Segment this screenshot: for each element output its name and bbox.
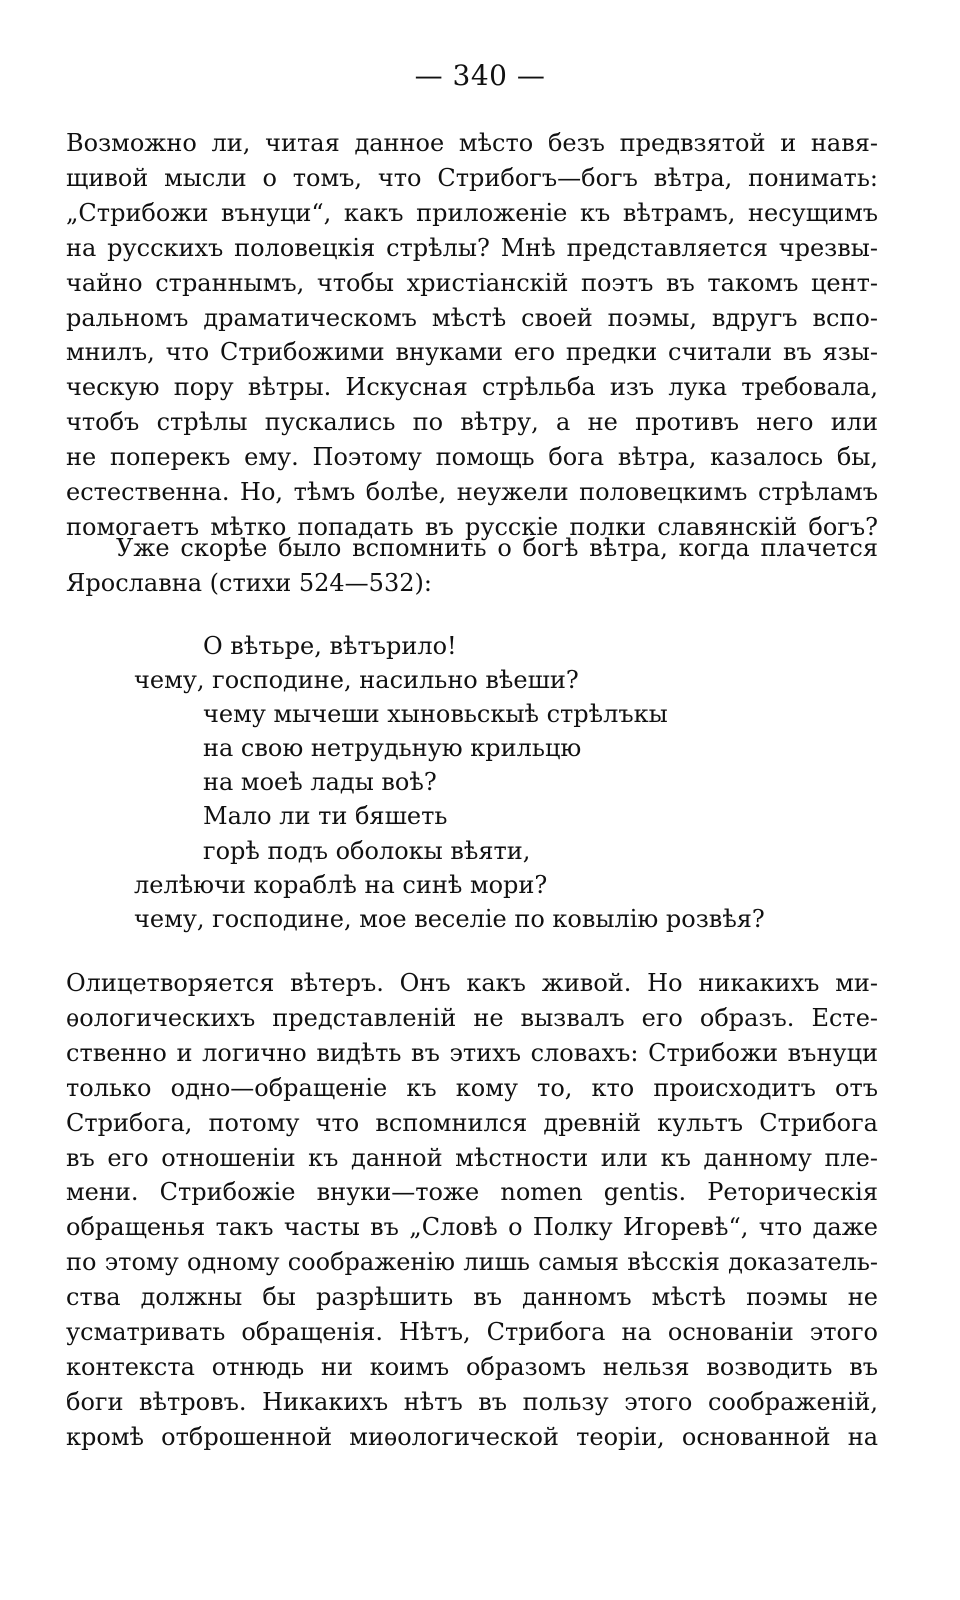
text-line: ѳологическихъ представленій не вызвалъ его образъ. Есте-: [66, 1003, 878, 1032]
verse-line: О вѣтьре, вѣтърило!: [203, 632, 457, 660]
text-line: не поперекъ ему. Поэтому помощь бога вѣтра, казалось бы,: [66, 443, 878, 472]
text-line: помогаетъ мѣтко попадать въ русскіе полки славянскій богъ?: [66, 512, 878, 541]
paragraph-1: [66, 126, 878, 545]
text-line: только одно—обращеніе къ кому то, кто происходитъ отъ: [66, 1073, 878, 1102]
text-line: усматривать обращенія. Нѣтъ, Стрибога на основаніи этого: [66, 1318, 878, 1347]
text-line: чайно страннымъ, чтобы христіанскій поэтъ въ такомъ цент-: [66, 268, 878, 297]
text-line: ства должны бы разрѣшить въ данномъ мѣстѣ поэмы не: [66, 1283, 878, 1312]
text-line: естественна. Но, тѣмъ болѣе, неужели половецкимъ стрѣламъ: [66, 478, 878, 507]
text-line: въ его отношеніи къ данной мѣстности или къ данному пле-: [66, 1143, 878, 1172]
text-line: мнилъ, что Стрибожими внуками его предки считали въ язы-: [66, 338, 878, 367]
verse-line: чему, господине, насильно вѣеши?: [134, 666, 579, 695]
text-line: на русскихъ половецкія стрѣлы? Мнѣ представляется чрезвы-: [66, 233, 878, 262]
verse-line: лелѣючи кораблѣ на синѣ мори?: [134, 870, 548, 899]
verse-line: горѣ подъ оболокы вѣяти,: [203, 836, 531, 865]
text-line: Стрибога, потому что вспомнился древній культъ Стрибога: [66, 1108, 878, 1137]
text-line: Возможно ли, читая данное мѣсто безъ предвзятой и навя-: [66, 129, 878, 157]
text-line: ственно и логично видѣть въ этихъ словахъ: Стрибожи вънуци: [66, 1038, 878, 1067]
paragraph-2: [66, 531, 878, 601]
text-line: ческую пору вѣтры. Искусная стрѣльба изъ лука требовала,: [66, 373, 878, 402]
verse-line: чему мычеши хыновьскыѣ стрѣлъкы: [203, 700, 668, 729]
text-line: по этому одному соображенію лишь самыя вѣсскія доказатель-: [66, 1248, 878, 1277]
text-line: обращенья такъ часты въ „Словѣ о Полку Игоревѣ“, что даже: [66, 1213, 878, 1242]
page-number: — 340 —: [414, 59, 546, 92]
verse-line: на моеѣ лады воѣ?: [203, 768, 437, 797]
verse-line: на свою нетрудьную крильцю: [203, 734, 582, 763]
text-line: чтобъ стрѣлы пускались по вѣтру, а не противъ него или: [66, 408, 878, 437]
text-line: кромѣ отброшенной миѳологической теоріи, основанной на: [66, 1422, 878, 1451]
text-line: Олицетворяется вѣтеръ. Онъ какъ живой. Но никакихъ ми-: [66, 969, 878, 997]
text-line: боги вѣтровъ. Никакихъ нѣтъ въ пользу этого соображеній,: [66, 1387, 878, 1416]
text-line: щивой мысли о томъ, что Стрибогъ—богъ вѣтра, понимать:: [66, 163, 878, 192]
paragraph-3: [66, 966, 878, 1455]
text-line: Ярославна (стихи 524—532):: [66, 568, 432, 597]
verse-line: чему, господине, мое веселіе по ковылію розвѣя?: [134, 904, 765, 933]
text-line: ральномъ драматическомъ мѣстѣ своей поэмы, вдругъ вспо-: [66, 303, 878, 332]
verse-line: Мало ли ти бяшеть: [203, 802, 448, 831]
text-line: „Стрибожи вънуци“, какъ приложеніе къ вѣтрамъ, несущимъ: [66, 198, 878, 227]
text-line: контекста отнюдь ни коимъ образомъ нельзя возводить въ: [66, 1352, 878, 1381]
verse-quotation: [0, 629, 960, 936]
text-line: Уже скорѣе было вспомнить о богѣ вѣтра, когда плачется: [116, 534, 878, 562]
text-line: мени. Стрибожіе внуки—тоже nomen gentis. Реторическія: [66, 1178, 878, 1207]
